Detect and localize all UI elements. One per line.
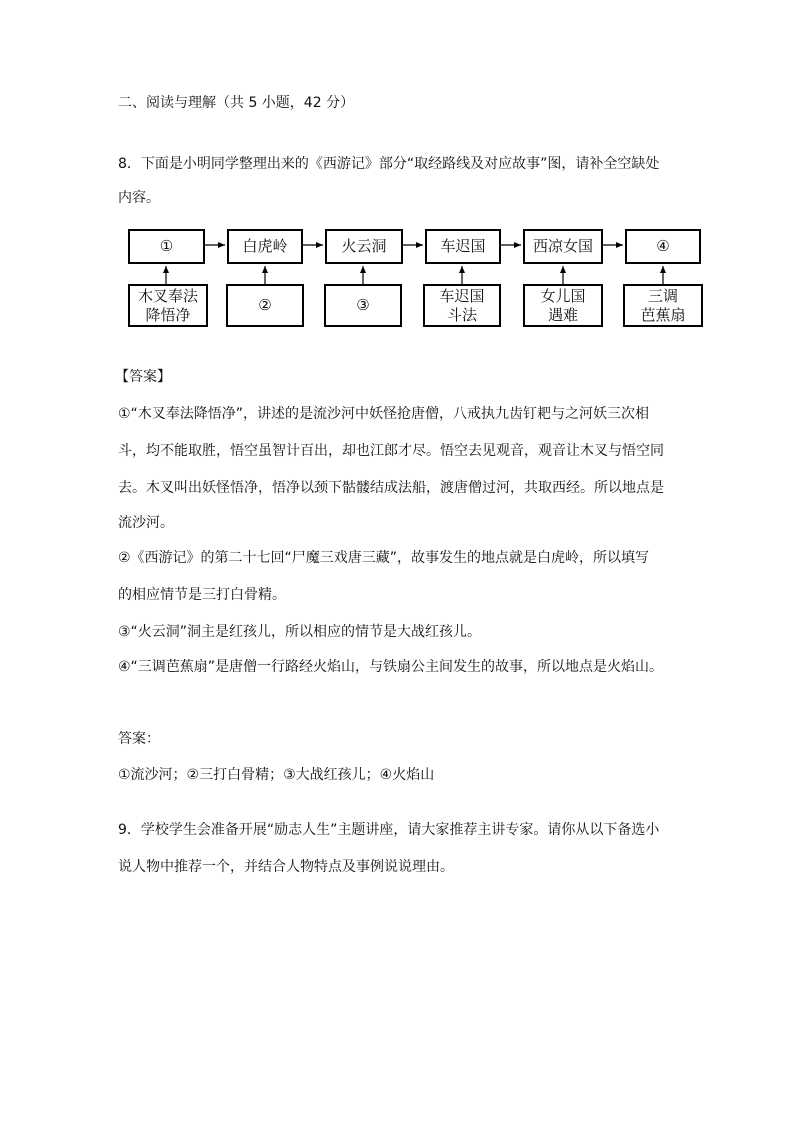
answer-line-8: ④“三调芭蕉扇”是唐僧一行路经火焰山，与铁扇公主间发生的故事，所以地点是火焰山。 [118,659,664,675]
answer-line-1: ①“木叉奉法降悟净”，讲述的是流沙河中妖怪抢唐僧，八戒执九齿钉耙与之河妖三次相 [118,406,650,422]
answer-line-5: ②《西游记》的第二十七回“尸魔三戏唐三藏”，故事发生的地点就是白虎岭，所以填写 [118,550,650,566]
story-box-4-line-2: 斗法 [446,305,477,324]
answer-line-3: 去。木叉叫出妖怪悟净，悟净以颈下骷髅结成法船，渡唐僧过河，共取西经。所以地点是 [118,480,664,496]
route-story-diagram [126,227,706,329]
question-8-line-2: 内容。 [118,190,160,206]
section-heading: 二、阅读与理解（共 5 小题，42 分） [118,95,355,111]
answer-line-7: ③“火云洞”洞主是红孩儿，所以相应的情节是大战红孩儿。 [118,624,482,640]
place-box-6-text: ④ [656,237,670,255]
place-box-1-text: ① [159,237,174,255]
story-box-5-line-1: 女儿国 [540,286,586,305]
place-box-4-text: 车迟国 [440,237,486,255]
story-box-3-line-1: ③ [356,296,370,314]
place-box-5 [523,229,603,264]
story-box-5 [523,284,603,327]
answer-summary: ①流沙河；②三打白骨精；③大战红孩儿；④火焰山 [118,767,435,783]
story-box-4-line-1: 车迟国 [439,286,485,305]
story-box-6-line-1: 三调 [647,286,678,305]
story-box-4 [423,284,501,327]
answer-line-6: 的相应情节是三打白骨精。 [118,587,286,603]
story-box-2-line-1: ② [258,296,272,314]
answer-heading: 【答案】 [115,369,171,385]
place-box-4 [425,229,501,264]
story-box-3 [324,284,402,327]
answer-summary-label: 答案： [118,731,160,747]
answer-line-4: 流沙河。 [118,515,174,531]
place-box-3-text: 火云洞 [341,237,387,255]
story-box-1-line-2: 降悟净 [145,305,191,324]
story-box-1-line-1: 木叉奉法 [137,286,198,305]
question-9-line-1: 9．学校学生会准备开展“励志人生”主题讲座，请大家推荐主讲专家。请你从以下备选小 [118,822,660,838]
question-9-line-2: 说人物中推荐一个，并结合人物特点及事例说说理由。 [118,859,454,875]
story-box-1 [128,284,208,327]
place-box-5-text: 西凉女国 [532,237,593,255]
question-8-line-1: 8．下面是小明同学整理出来的《西游记》部分“取经路线及对应故事”图，请补全空缺处 [118,156,660,172]
diagram-arrows [126,227,706,329]
answer-line-2: 斗，均不能取胜，悟空虽智计百出，却也江郎才尽。悟空去见观音，观音让木叉与悟空同 [118,443,664,459]
place-box-3 [325,229,403,264]
place-box-2 [227,229,303,264]
story-box-6 [623,284,703,327]
place-box-2-text: 白虎岭 [242,237,288,255]
story-box-5-line-2: 遇难 [547,305,578,324]
story-box-6-line-2: 芭蕉扇 [640,305,686,324]
place-box-6 [625,229,701,264]
place-box-1 [128,229,205,264]
story-box-2 [226,284,304,327]
